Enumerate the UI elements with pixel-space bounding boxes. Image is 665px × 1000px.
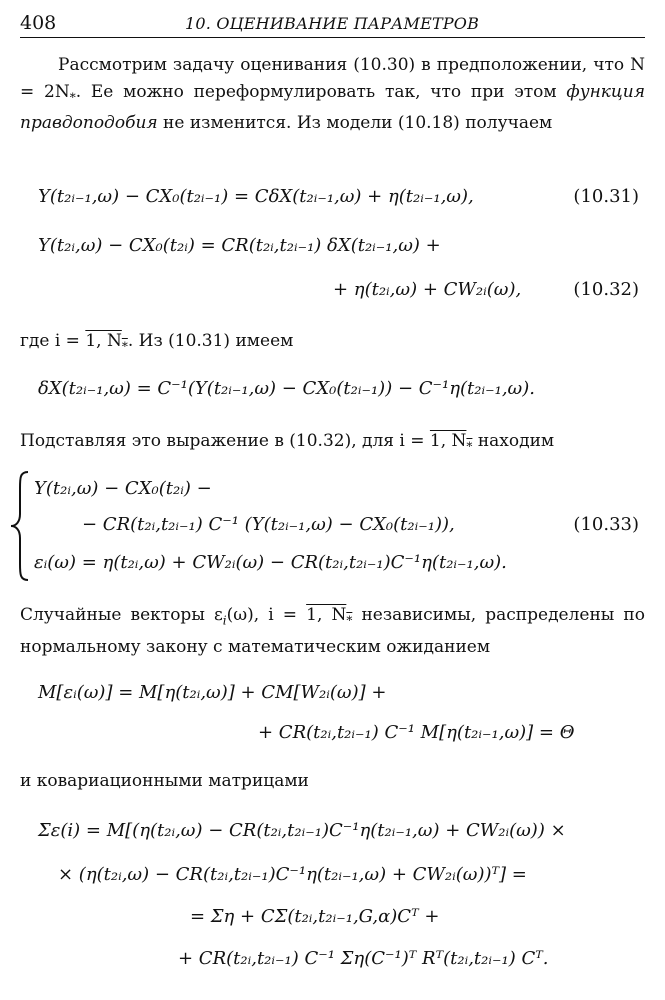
equation-number-10-32: (10.32)	[573, 279, 639, 300]
index-range-3-star: *	[346, 613, 353, 628]
header-rule	[20, 37, 645, 38]
random-vectors-text-2: (ω), i =	[226, 605, 307, 625]
random-vectors-text-1: Случайные векторы ε	[20, 605, 223, 625]
intro-text-2: . Ее можно переформулировать так, что при этом	[75, 81, 567, 102]
index-range-2-text: 1, N	[429, 431, 467, 451]
substituting-text-2: находим	[472, 431, 555, 451]
equation-delta-x: δX(t₂ᵢ₋₁,ω) = C⁻¹(Y(t₂ᵢ₋₁,ω) − CX₀(t₂ᵢ₋₁)) − C⁻¹η(t₂ᵢ₋₁,ω).	[38, 378, 535, 399]
index-range-2-star: *	[466, 439, 473, 454]
paragraph-substituting	[20, 428, 645, 460]
paragraph-intro	[20, 52, 645, 137]
random-vectors-text-3: независимы, распределены по нормальному закону с математическим ожиданием	[20, 605, 645, 657]
equation-mean-line2: + CR(t₂ᵢ,t₂ᵢ₋₁) C⁻¹ M[η(t₂ᵢ₋₁,ω)] = Θ	[258, 722, 575, 743]
equation-10-31: Y(t₂ᵢ₋₁,ω) − CX₀(t₂ᵢ₋₁) = CδX(t₂ᵢ₋₁,ω) + η(t₂ᵢ₋₁,ω),	[38, 186, 474, 207]
index-range-2	[429, 431, 473, 454]
left-brace	[8, 470, 32, 582]
running-title: 10. ОЦЕНИВАНИЕ ПАРАМЕТРОВ	[185, 14, 480, 33]
equation-10-33-line3: εᵢ(ω) = η(t₂ᵢ,ω) + CW₂ᵢ(ω) − CR(t₂ᵢ,t₂ᵢ₋₁)C⁻¹η(t₂ᵢ₋₁,ω).	[34, 552, 507, 573]
equation-cov-line3: = Ση + CΣ(t₂ᵢ,t₂ᵢ₋₁,G,α)Cᵀ +	[190, 906, 440, 927]
epsilon-index: i	[222, 613, 227, 628]
equation-cov-line2: × (η(t₂ᵢ,ω) − CR(t₂ᵢ,t₂ᵢ₋₁)C⁻¹η(t₂ᵢ₋₁,ω) + CW₂ᵢ(ω))ᵀ] =	[58, 864, 527, 885]
paragraph-random-vectors	[20, 602, 645, 660]
where-text-2: . Из (10.31) имеем	[127, 331, 294, 351]
page-header	[20, 10, 645, 38]
paragraph-where	[20, 328, 645, 360]
equation-number-10-33: (10.33)	[573, 514, 639, 535]
equation-number-10-31: (10.31)	[573, 186, 639, 207]
intro-text-3: не изменится. Из модели (10.18) получаем	[157, 113, 553, 134]
index-range-3-text: 1, N	[306, 605, 347, 625]
equation-mean-line1: M[εᵢ(ω)] = M[η(t₂ᵢ,ω)] + CM[W₂ᵢ(ω)] +	[38, 682, 387, 703]
substituting-text-1: Подставляя это выражение в (10.32), для i =	[20, 431, 430, 451]
equation-10-33-line2: − CR(t₂ᵢ,t₂ᵢ₋₁) C⁻¹ (Y(t₂ᵢ₋₁,ω) − CX₀(t₂ᵢ₋₁)),	[82, 514, 455, 535]
equation-cov-line1: Σε(i) = M[(η(t₂ᵢ,ω) − CR(t₂ᵢ,t₂ᵢ₋₁)C⁻¹η(t₂ᵢ₋₁,ω) + CW₂ᵢ(ω)) ×	[38, 820, 566, 841]
equation-10-32-line2: + η(t₂ᵢ,ω) + CW₂ᵢ(ω),	[333, 279, 522, 300]
paragraph-covariance: и ковариационными матрицами	[20, 771, 309, 791]
intro-text-1: Рассмотрим задачу оценивания (10.30) в предположении, что N = 2N	[20, 55, 645, 102]
index-range-text: 1, N	[85, 331, 122, 351]
likelihood-term: функция правдоподобия	[20, 81, 645, 134]
equation-10-33-line1: Y(t₂ᵢ,ω) − CX₀(t₂ᵢ) −	[34, 478, 212, 499]
equation-10-32-line1: Y(t₂ᵢ,ω) − CX₀(t₂ᵢ) = CR(t₂ᵢ,t₂ᵢ₋₁) δX(t₂ᵢ₋₁,ω) +	[38, 235, 441, 256]
index-range-star: *	[121, 339, 128, 354]
where-text-1: где i =	[20, 331, 86, 351]
page-number: 408	[20, 12, 57, 34]
index-range-3	[306, 605, 353, 628]
star-subscript: *	[69, 89, 76, 104]
index-range	[85, 331, 128, 354]
equation-cov-line4: + CR(t₂ᵢ,t₂ᵢ₋₁) C⁻¹ Ση(C⁻¹)ᵀ Rᵀ(t₂ᵢ,t₂ᵢ₋₁) Cᵀ.	[178, 948, 549, 969]
